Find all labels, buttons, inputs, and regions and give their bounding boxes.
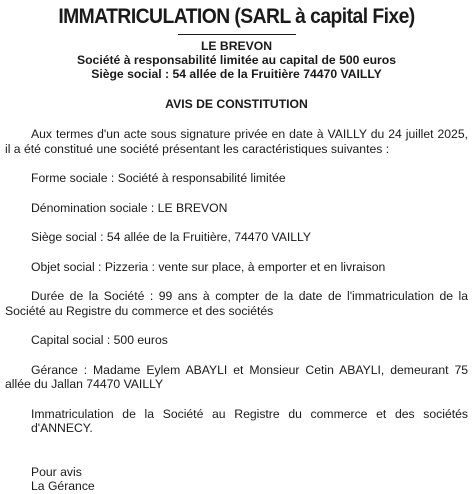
closing-gerance: La Gérance [31,479,95,493]
paragraph-objet: Objet social : Pizzeria : vente sur place, à emporter et en livraison [31,259,386,274]
company-header [5,39,468,81]
notice-subheading: AVIS DE CONSTITUTION [165,97,308,111]
paragraph-capital: Capital social : 500 euros [31,333,168,347]
paragraph-duree: Durée de la Société : 99 ans à compter de la date de l'immatriculation de la Société au Registre du commerce et des sociétés [5,289,468,318]
title-divider [178,34,296,35]
company-address: Siège social : 54 allée de la Fruitière 74470 VAILLY [91,67,382,81]
paragraph-gerance: Gérance : Madame Eylem ABAYLI et Monsieur Cetin ABAYLI, demeurant 75 allée du Jallan 74470 VAILLY [5,362,468,391]
notice-body [5,127,468,494]
closing-block [5,465,468,494]
closing-pour-avis: Pour avis [31,464,82,479]
paragraph-denomination: Dénomination sociale : LE BREVON [31,200,228,215]
paragraph-intro: Aux termes d'un acte sous signature privée en date à VAILLY du 24 juillet 2025, il a été constitué une société présentant les caractéristiques suivantes : [5,127,468,156]
company-name: LE BREVON [200,39,273,53]
notice-title: IMMATRICULATION (SARL à capital Fixe) [58,5,415,28]
paragraph-siege: Siège social : 54 allée de la Fruitière, 74470 VAILLY [31,230,312,244]
paragraph-immatriculation: Immatriculation de la Société au Registre du commerce et des sociétés d'ANNECY. [31,406,468,435]
paragraph-forme: Forme sociale : Société à responsabilité limitée [31,171,286,185]
company-type-capital: Société à responsabilité limitée au capital de 500 euros [76,53,397,67]
